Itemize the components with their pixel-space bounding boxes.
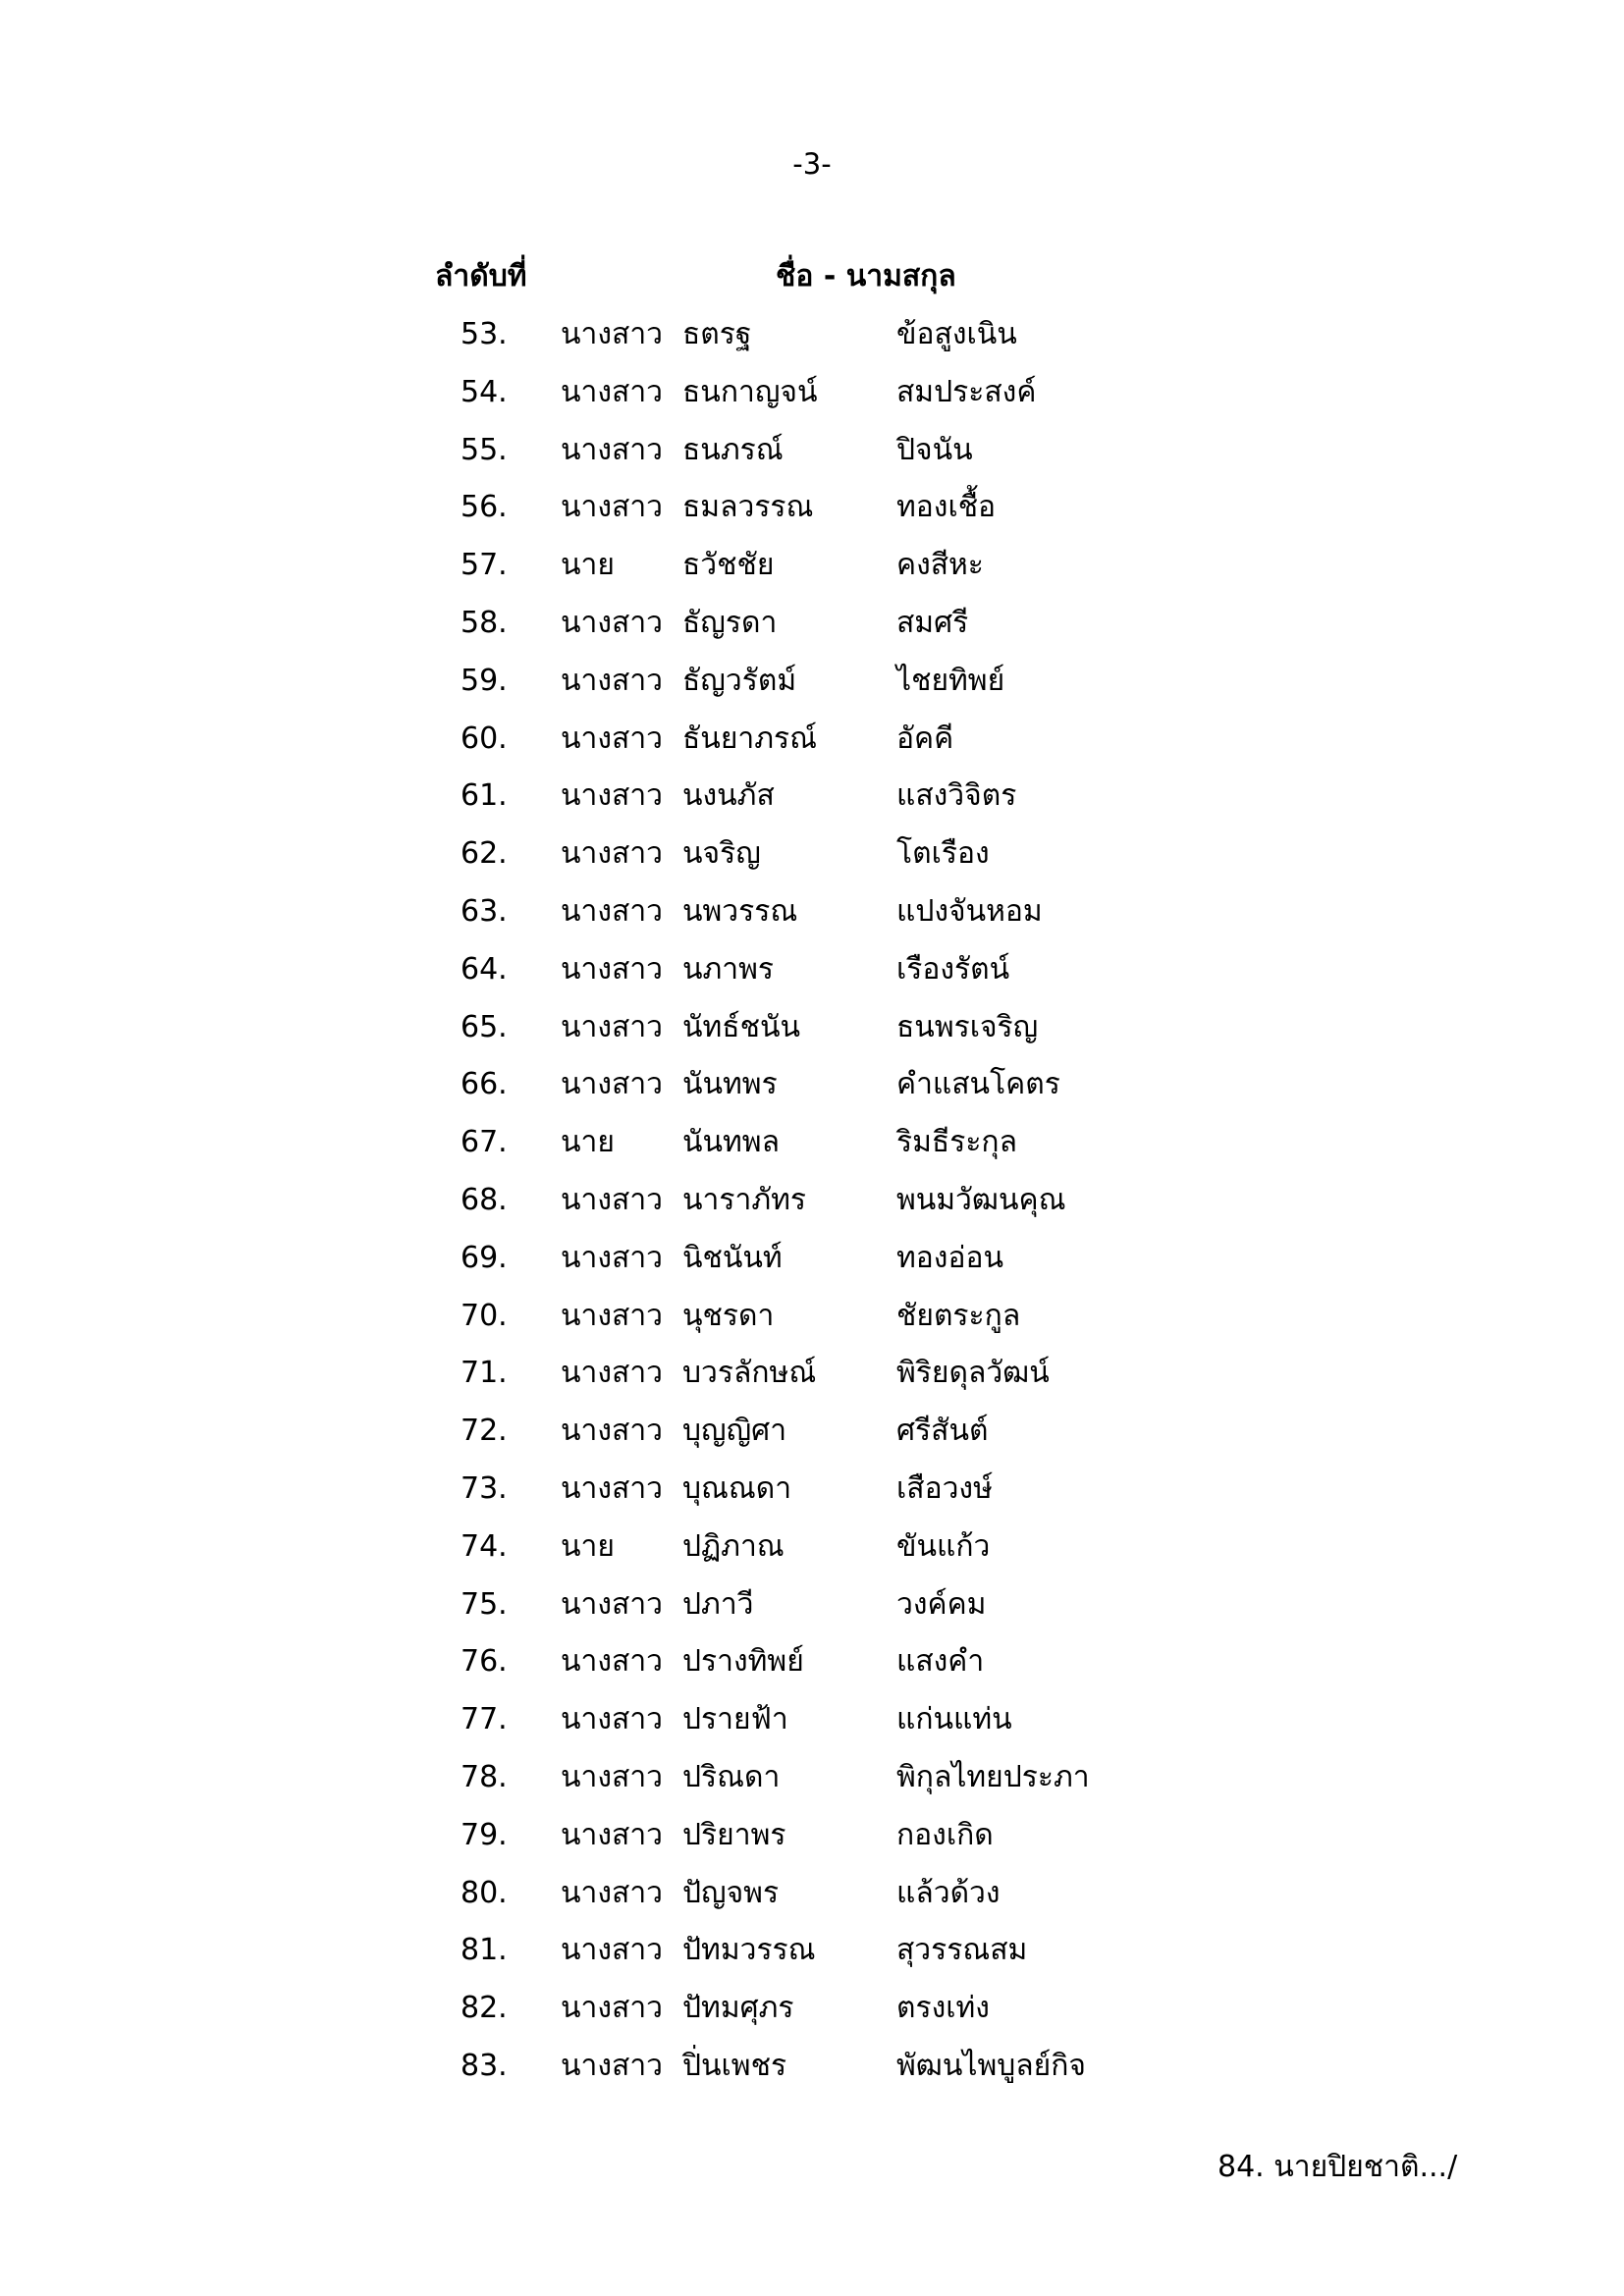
list-item (0, 1351, 1624, 1409)
list-header (0, 253, 1624, 298)
row-number: 65. (460, 1009, 508, 1044)
last-name: กองเกิด (896, 1817, 994, 1852)
last-name: แก่นแท่น (896, 1702, 1012, 1737)
first-name: ธนภรณ์ (682, 432, 784, 467)
name-title: นางสาว (561, 1470, 664, 1506)
row-number: 69. (460, 1240, 508, 1275)
row-number: 81. (460, 1933, 508, 1968)
row-number: 72. (460, 1414, 508, 1449)
list-item (0, 1409, 1624, 1467)
first-name: ปฏิภาณ (682, 1528, 785, 1564)
name-title: นาย (561, 1125, 615, 1160)
row-number: 62. (460, 836, 508, 872)
name-title: นางสาว (561, 836, 664, 872)
name-title: นางสาว (561, 1067, 664, 1102)
first-name: นัทธ์ชนัน (682, 1009, 800, 1044)
list-item (0, 543, 1624, 601)
name-title: นางสาว (561, 605, 664, 640)
first-name: นภาพร (682, 951, 775, 987)
name-title: นางสาว (561, 663, 664, 698)
first-name: ปรางทิพย์ (682, 1644, 804, 1680)
name-title: นางสาว (561, 778, 664, 814)
row-number: 57. (460, 548, 508, 583)
list-item (0, 1928, 1624, 1986)
last-name: ข้อสูงเนิน (896, 317, 1017, 351)
first-name: ปรายฟ้า (682, 1702, 788, 1737)
row-number: 56. (460, 490, 508, 525)
list-item (0, 1062, 1624, 1120)
list-item (0, 428, 1624, 486)
row-number: 75. (460, 1586, 508, 1622)
list-item (0, 601, 1624, 659)
last-name: โตเรือง (896, 836, 990, 872)
list-item (0, 1524, 1624, 1582)
name-title: นางสาว (561, 1298, 664, 1333)
first-name: ปัทมศุภร (682, 1991, 794, 2026)
list-item (0, 1697, 1624, 1755)
row-number: 67. (460, 1125, 508, 1160)
first-name: ปัทมวรรณ (682, 1933, 816, 1968)
name-title: นางสาว (561, 1240, 664, 1275)
first-name: ปภาวี (682, 1586, 754, 1622)
last-name: คงสีหะ (896, 548, 984, 583)
row-number: 66. (460, 1067, 508, 1102)
list-item (0, 312, 1624, 370)
row-number: 78. (460, 1759, 508, 1794)
list-item (0, 370, 1624, 428)
name-title: นางสาว (561, 1644, 664, 1680)
name-title: นาย (561, 1528, 615, 1564)
name-title: นางสาว (561, 721, 664, 756)
last-name: เรืองรัตน์ (896, 951, 1010, 987)
name-title: นางสาว (561, 374, 664, 409)
list-item (0, 1639, 1624, 1697)
name-title: นางสาว (561, 2048, 664, 2083)
list-item (0, 1813, 1624, 1871)
row-number: 73. (460, 1470, 508, 1506)
name-list (0, 312, 1624, 2102)
first-name: ปริณดา (682, 1759, 781, 1794)
first-name: ธมลวรรณ (682, 490, 814, 525)
last-name: สมประสงค์ (896, 374, 1037, 409)
list-item (0, 1120, 1624, 1178)
page-number: -3- (792, 147, 832, 181)
row-number: 60. (460, 721, 508, 756)
last-name: ไชยทิพย์ (896, 663, 1005, 698)
name-title: นางสาว (561, 1759, 664, 1794)
last-name: ศรีสันต์ (896, 1414, 989, 1449)
list-item (0, 1582, 1624, 1640)
first-name: ปริยาพร (682, 1817, 786, 1852)
last-name: แล้วด้วง (896, 1875, 1001, 1910)
row-number: 68. (460, 1182, 508, 1217)
last-name: ทองเชื้อ (896, 490, 997, 525)
name-title: นางสาว (561, 1991, 664, 2026)
list-item (0, 831, 1624, 889)
first-name: ธตรฐ (682, 317, 752, 351)
list-item (0, 1236, 1624, 1294)
list-item (0, 717, 1624, 774)
row-number: 80. (460, 1875, 508, 1910)
last-name: แปงจันหอม (896, 893, 1043, 929)
first-name: บุญญิศา (682, 1414, 787, 1449)
row-number: 64. (460, 951, 508, 987)
list-item (0, 485, 1624, 543)
row-number: 79. (460, 1817, 508, 1852)
first-name: นาราภัทร (682, 1182, 806, 1217)
last-name: สุวรรณสม (896, 1933, 1028, 1968)
name-title: นาย (561, 548, 615, 583)
row-number: 59. (460, 663, 508, 698)
continuation-note: 84. นายปิยชาติ.../ (1218, 2150, 1458, 2184)
row-number: 76. (460, 1644, 508, 1680)
list-item (0, 1005, 1624, 1063)
first-name: ธนกาญจน์ (682, 374, 818, 409)
row-number: 83. (460, 2048, 508, 2083)
list-item (0, 1871, 1624, 1929)
first-name: ธันยาภรณ์ (682, 721, 817, 756)
row-number: 70. (460, 1298, 508, 1333)
list-item (0, 774, 1624, 831)
last-name: พิกุลไทยประภา (896, 1759, 1090, 1794)
first-name: บวรลักษณ์ (682, 1356, 817, 1391)
list-item (0, 889, 1624, 947)
list-item (0, 1467, 1624, 1524)
list-item (0, 2044, 1624, 2102)
last-name: แสงคำ (896, 1644, 985, 1680)
row-number: 77. (460, 1702, 508, 1737)
first-name: นงนภัส (682, 778, 775, 814)
first-name: นุชรดา (682, 1298, 775, 1333)
name-title: นางสาว (561, 1586, 664, 1622)
name-title: นางสาว (561, 1933, 664, 1968)
list-item (0, 1986, 1624, 2044)
name-title: นางสาว (561, 1817, 664, 1852)
name-title: นางสาว (561, 1356, 664, 1391)
name-title: นางสาว (561, 1182, 664, 1217)
list-item (0, 1178, 1624, 1236)
first-name: ปิ่นเพชร (682, 2048, 787, 2083)
first-name: ธัญวรัตม์ (682, 663, 797, 698)
list-item (0, 947, 1624, 1005)
name-title: นางสาว (561, 1875, 664, 1910)
first-name: บุณณดา (682, 1470, 792, 1506)
last-name: อัคคี (896, 721, 954, 756)
last-name: คำแสนโคตร (896, 1067, 1060, 1102)
last-name: พัฒนไพบูลย์กิจ (896, 2048, 1086, 2083)
first-name: นพวรรณ (682, 893, 798, 929)
last-name: ปิจนัน (896, 432, 973, 467)
last-name: ตรงเท่ง (896, 1991, 990, 2026)
row-number: 55. (460, 432, 508, 467)
name-title: นางสาว (561, 490, 664, 525)
name-title: นางสาว (561, 951, 664, 987)
last-name: ชัยตระกูล (896, 1298, 1021, 1333)
order-column-header: ลำดับที่ (435, 259, 527, 294)
row-number: 61. (460, 778, 508, 814)
row-number: 58. (460, 605, 508, 640)
last-name: ทองอ่อน (896, 1240, 1003, 1275)
name-title: นางสาว (561, 317, 664, 351)
row-number: 74. (460, 1528, 508, 1564)
name-title: นางสาว (561, 1414, 664, 1449)
list-item (0, 1294, 1624, 1352)
row-number: 71. (460, 1356, 508, 1391)
name-title: นางสาว (561, 432, 664, 467)
first-name: นิชนันท์ (682, 1240, 783, 1275)
list-item (0, 1755, 1624, 1813)
last-name: เสือวงษ์ (896, 1470, 993, 1506)
first-name: ธัญรดา (682, 605, 778, 640)
name-title: นางสาว (561, 1702, 664, 1737)
last-name: พิริยดุลวัฒน์ (896, 1356, 1050, 1391)
first-name: ธวัชชัย (682, 548, 775, 583)
row-number: 82. (460, 1991, 508, 2026)
first-name: ปัญจพร (682, 1875, 780, 1910)
last-name: ธนพรเจริญ (896, 1009, 1039, 1044)
first-name: นจริญ (682, 836, 761, 872)
last-name: พนมวัฒนคุณ (896, 1182, 1066, 1217)
name-column-header: ชื่อ - นามสกุล (776, 259, 956, 294)
first-name: นันทพล (682, 1125, 780, 1160)
last-name: แสงวิจิตร (896, 778, 1017, 814)
last-name: วงค์คม (896, 1586, 987, 1622)
last-name: สมศรี (896, 605, 969, 640)
name-title: นางสาว (561, 1009, 664, 1044)
row-number: 53. (460, 317, 508, 351)
row-number: 54. (460, 374, 508, 409)
name-title: นางสาว (561, 893, 664, 929)
last-name: ขันแก้ว (896, 1528, 991, 1564)
list-item (0, 659, 1624, 717)
first-name: นันทพร (682, 1067, 778, 1102)
row-number: 63. (460, 893, 508, 929)
last-name: ริมธีระกุล (896, 1125, 1017, 1160)
